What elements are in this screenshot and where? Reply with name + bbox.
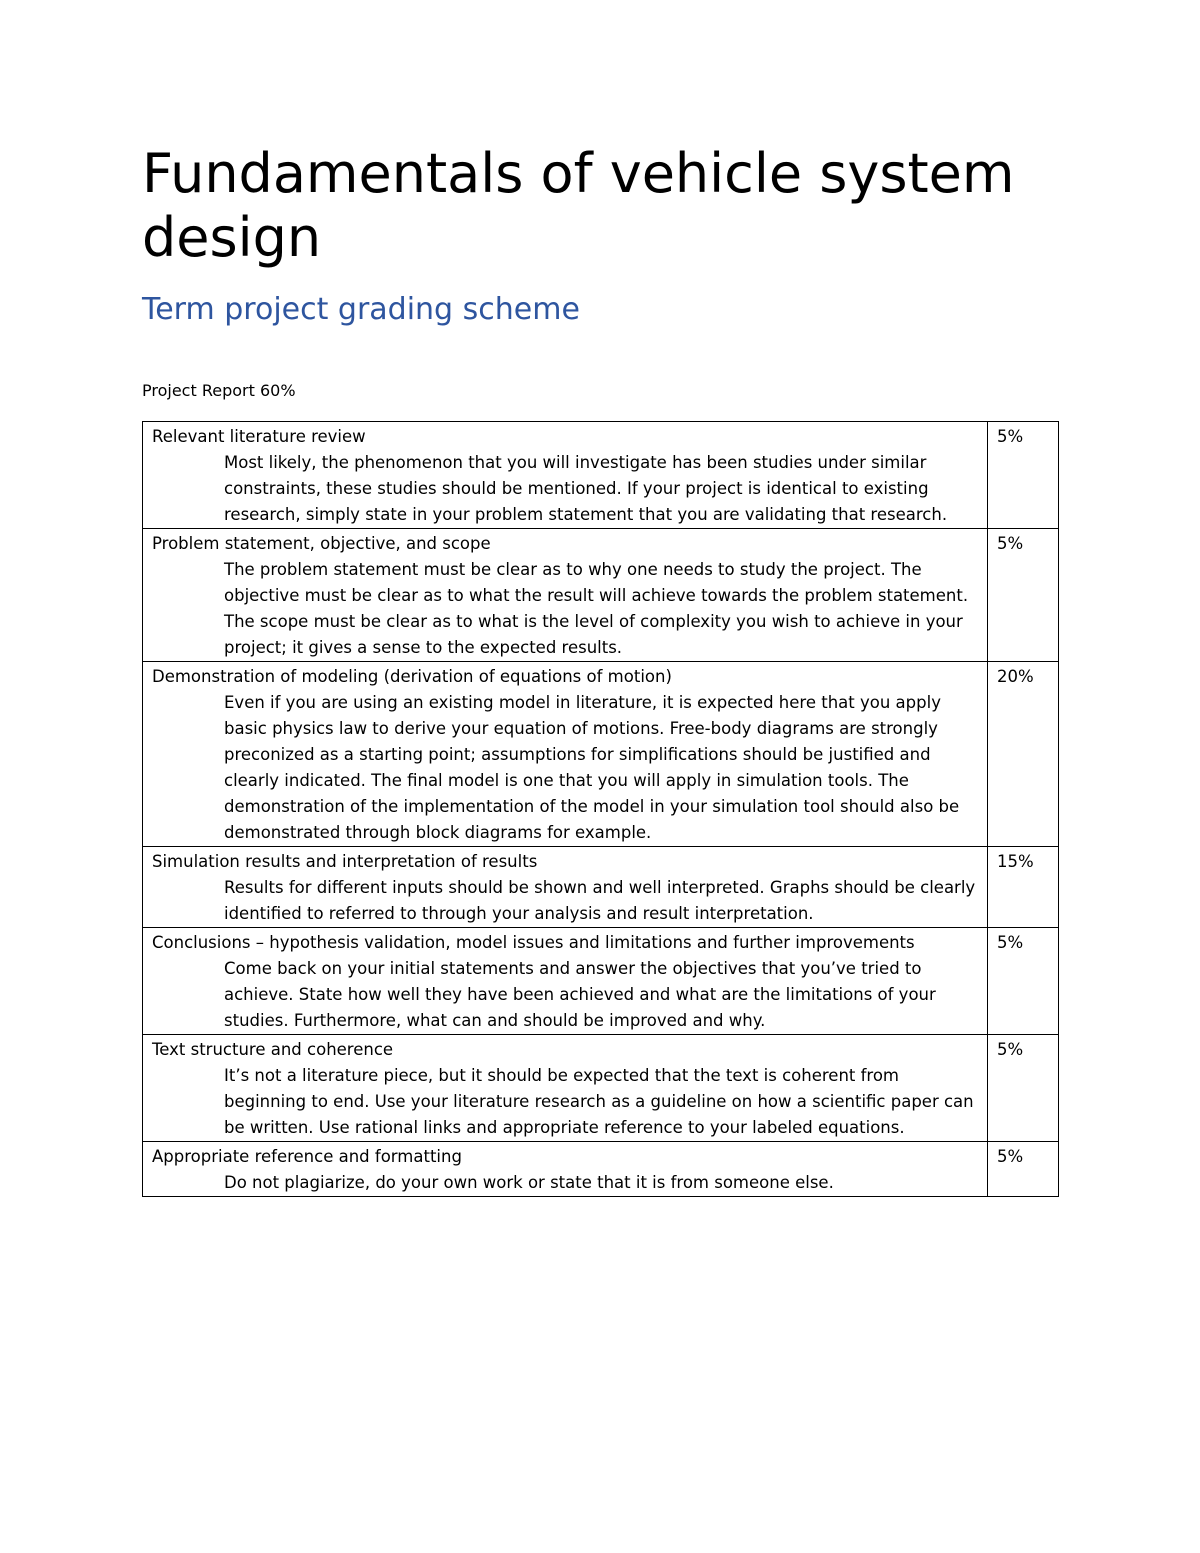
- criterion-title: Problem statement, objective, and scope: [152, 534, 491, 553]
- criterion-description: Results for different inputs should be shown and well interpreted. Graphs should be clearly identified to referred to through your analysis and result interpretation.: [224, 878, 976, 923]
- criterion-weight: 20%: [988, 662, 1059, 847]
- table-row: [143, 422, 1059, 529]
- criterion-title: Relevant literature review: [152, 427, 366, 446]
- criterion-description: It’s not a literature piece, but it should be expected that the text is coherent from beginning to end. Use your literature research as a guideline on how a scientific paper can be written. Use rational links and appropriate reference to your labeled equations.: [224, 1066, 974, 1137]
- table-row: [143, 847, 1059, 928]
- table-row: [143, 1035, 1059, 1142]
- criterion-description: The problem statement must be clear as to why one needs to study the project. The objective must be clear as to what the result will achieve towards the problem statement. The scope must be clear as to what is the level of complexity you wish to achieve in your project; it gives a sense to the expected results.: [224, 560, 969, 657]
- table-row: [143, 662, 1059, 847]
- criterion-title: Appropriate reference and formatting: [152, 1147, 462, 1166]
- table-row: [143, 529, 1059, 662]
- document-title: Fundamentals of vehicle system design: [142, 142, 1015, 269]
- table-row: [143, 928, 1059, 1035]
- criterion-weight: 5%: [988, 1142, 1059, 1197]
- criterion-cell: [143, 847, 988, 928]
- criterion-cell: [143, 1035, 988, 1142]
- criterion-title: Simulation results and interpretation of results: [152, 852, 538, 871]
- criterion-description: Most likely, the phenomenon that you will investigate has been studies under similar constraints, these studies should be mentioned. If your project is identical to existing research, simply state in your problem statement that you are validating that research.: [224, 453, 948, 524]
- criterion-description: Even if you are using an existing model in literature, it is expected here that you apply basic physics law to derive your equation of motions. Free-body diagrams are strongly preconized as a starting point; assumptions for simplifications should be justified and clearly indicated. The final model is one that you will apply in simulation tools. The demonstration of the implementation of the model in your simulation tool should also be demonstrated through block diagrams for example.: [224, 693, 960, 842]
- criterion-title: Conclusions – hypothesis validation, model issues and limitations and further improvements: [152, 933, 915, 952]
- criterion-weight: 5%: [988, 422, 1059, 529]
- criterion-cell: [143, 529, 988, 662]
- table-row: [143, 1142, 1059, 1197]
- criterion-weight: 5%: [988, 529, 1059, 662]
- criterion-cell: [143, 662, 988, 847]
- criterion-description: Do not plagiarize, do your own work or state that it is from someone else.: [224, 1173, 834, 1192]
- criterion-weight: 5%: [988, 928, 1059, 1035]
- criterion-weight: 15%: [988, 847, 1059, 928]
- criterion-cell: [143, 928, 988, 1035]
- document-subtitle: Term project grading scheme: [142, 292, 580, 327]
- grading-table: [142, 421, 1059, 1197]
- criterion-title: Text structure and coherence: [152, 1040, 394, 1059]
- criterion-title: Demonstration of modeling (derivation of equations of motion): [152, 667, 672, 686]
- criterion-weight: 5%: [988, 1035, 1059, 1142]
- criterion-description: Come back on your initial statements and answer the objectives that you’ve tried to achieve. State how well they have been achieved and what are the limitations of your studies. Furthermore, what can and should be improved and why.: [224, 959, 936, 1030]
- criterion-cell: [143, 1142, 988, 1197]
- criterion-cell: [143, 422, 988, 529]
- project-report-label: Project Report 60%: [142, 381, 296, 400]
